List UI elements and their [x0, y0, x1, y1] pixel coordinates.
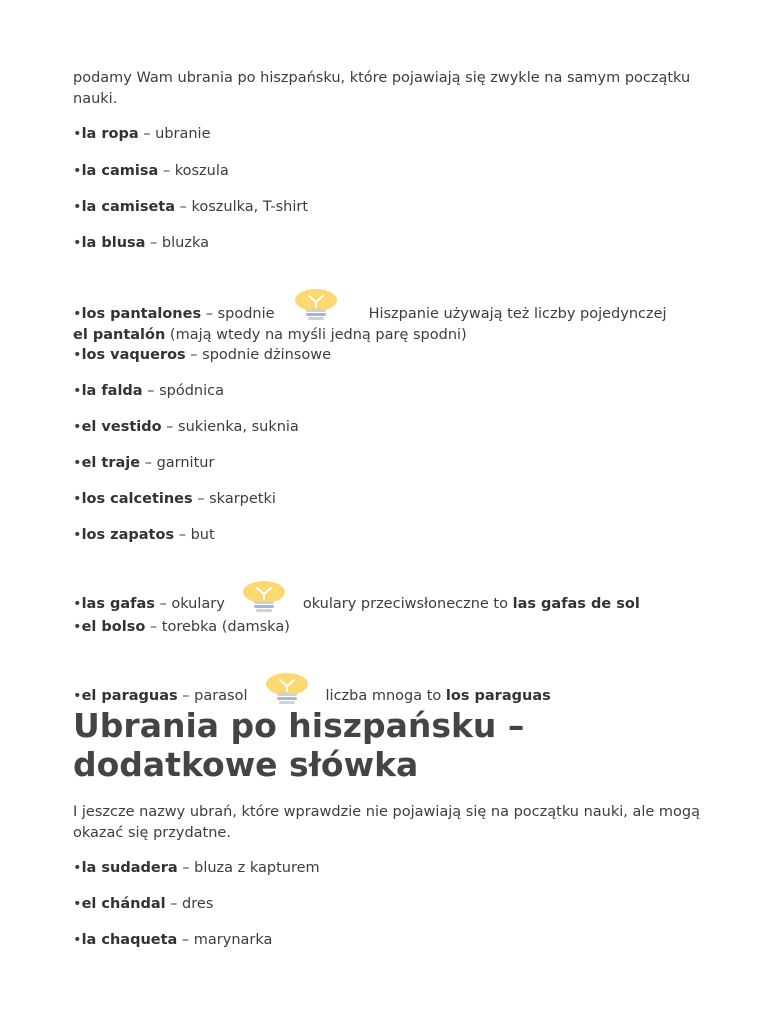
dash: –	[145, 619, 162, 635]
vocab-item	[73, 930, 713, 951]
bullet: •	[73, 126, 82, 142]
bullet: •	[73, 163, 82, 179]
vocab-item	[73, 381, 713, 402]
vocab-item	[73, 525, 713, 546]
vocab-item	[73, 417, 713, 438]
vocab-meaning: garnitur	[156, 455, 215, 471]
vocab-item-with-tip	[73, 672, 713, 707]
dash: –	[177, 688, 195, 704]
dash: –	[174, 527, 191, 543]
bullet: •	[73, 896, 82, 912]
intro-paragraph-2: I jeszcze nazwy ubrań, które wprawdzie nie pojawiają się na początku nauki, ale mogą okazać się przydatne.	[73, 804, 701, 841]
tip-text: Hiszpanie używają też liczby pojedynczej	[368, 306, 667, 322]
intro-paragraph: podamy Wam ubrania po hiszpańsku, które pojawiają się zwykle na samym początku nauki.	[73, 70, 691, 107]
vocab-meaning: spodnie dżinsowe	[202, 347, 331, 363]
bullet: •	[73, 199, 82, 215]
vocab-meaning: bluza z kapturem	[194, 860, 320, 876]
vocab-meaning: okulary	[171, 596, 225, 612]
tip-term: el pantalón	[73, 326, 166, 343]
dash: –	[175, 199, 192, 215]
tip-term: las gafas de sol	[512, 596, 640, 612]
vocab-item	[73, 233, 713, 254]
dash: –	[140, 455, 157, 471]
vocab-meaning: ubranie	[155, 126, 211, 142]
vocab-meaning: parasol	[194, 688, 248, 704]
vocab-item	[73, 489, 713, 510]
vocab-term: el vestido	[81, 419, 162, 435]
vocab-meaning: dres	[182, 896, 214, 912]
vocab-term: el bolso	[81, 619, 146, 635]
vocab-term: la chaqueta	[81, 932, 178, 948]
vocab-term: el traje	[81, 455, 141, 471]
vocab-meaning: marynarka	[193, 932, 273, 948]
vocab-meaning: torebka (damska)	[161, 619, 290, 635]
vocab-item	[73, 161, 713, 182]
vocab-meaning: bluzka	[161, 235, 209, 251]
bullet: •	[73, 596, 82, 612]
tip-text: (mają wtedy na myśli jedną parę spodni)	[165, 326, 467, 343]
vocab-term: los zapatos	[81, 527, 175, 543]
vocab-term: el chándal	[81, 896, 166, 912]
vocab-item	[73, 617, 713, 638]
dash: –	[138, 126, 156, 142]
bullet: •	[73, 306, 82, 322]
vocab-term: la camisa	[81, 163, 159, 179]
dash: –	[154, 596, 172, 612]
vocab-meaning: but	[190, 527, 215, 543]
vocab-term: los pantalones	[81, 306, 202, 322]
tip-text: liczba mnoga to	[325, 688, 446, 704]
bullet: •	[73, 455, 82, 471]
dash: –	[185, 347, 203, 363]
vocab-term: la camiseta	[81, 199, 176, 215]
lightbulb-icon	[264, 672, 310, 706]
section-heading: Ubrania po hiszpańsku – dodatkowe słówka	[73, 706, 525, 784]
vocab-meaning: koszula	[174, 163, 229, 179]
dash: –	[142, 383, 160, 399]
vocab-term: la blusa	[81, 235, 146, 251]
vocab-meaning: sukienka, suknia	[178, 419, 299, 435]
vocab-item	[73, 345, 713, 366]
vocab-item-with-tip	[73, 580, 713, 615]
bullet: •	[73, 383, 82, 399]
dash: –	[145, 235, 162, 251]
bullet: •	[73, 491, 82, 507]
vocab-item	[73, 197, 713, 218]
bullet: •	[73, 860, 82, 876]
vocab-meaning: koszulka, T-shirt	[191, 199, 309, 215]
vocab-term: los calcetines	[81, 491, 193, 507]
bullet: •	[73, 932, 82, 948]
lightbulb-icon	[241, 580, 287, 614]
bullet: •	[73, 619, 82, 635]
tip-term: los paraguas	[445, 688, 551, 704]
dash: –	[165, 896, 183, 912]
vocab-term: la falda	[81, 383, 143, 399]
vocab-item	[73, 453, 713, 474]
vocab-term: la sudadera	[81, 860, 178, 876]
vocab-meaning: spodnie	[217, 306, 275, 322]
bullet: •	[73, 235, 82, 251]
bullet: •	[73, 527, 82, 543]
dash: –	[158, 163, 175, 179]
dash: –	[177, 860, 195, 876]
lightbulb-icon	[293, 288, 339, 322]
tip-text: okulary przeciwsłoneczne to	[302, 596, 513, 612]
vocab-term: el paraguas	[81, 688, 178, 704]
vocab-item	[73, 124, 713, 145]
vocab-item-with-tip	[73, 288, 673, 345]
vocab-item	[73, 858, 713, 879]
vocab-item	[73, 894, 713, 915]
bullet: •	[73, 347, 82, 363]
bullet: •	[73, 688, 82, 704]
vocab-term: los vaqueros	[81, 347, 186, 363]
vocab-term: la ropa	[81, 126, 139, 142]
vocab-meaning: spódnica	[159, 383, 224, 399]
vocab-meaning: skarpetki	[209, 491, 276, 507]
dash: –	[161, 419, 179, 435]
dash: –	[177, 932, 194, 948]
dash: –	[201, 306, 218, 322]
dash: –	[192, 491, 210, 507]
bullet: •	[73, 419, 82, 435]
vocab-term: las gafas	[81, 596, 155, 612]
